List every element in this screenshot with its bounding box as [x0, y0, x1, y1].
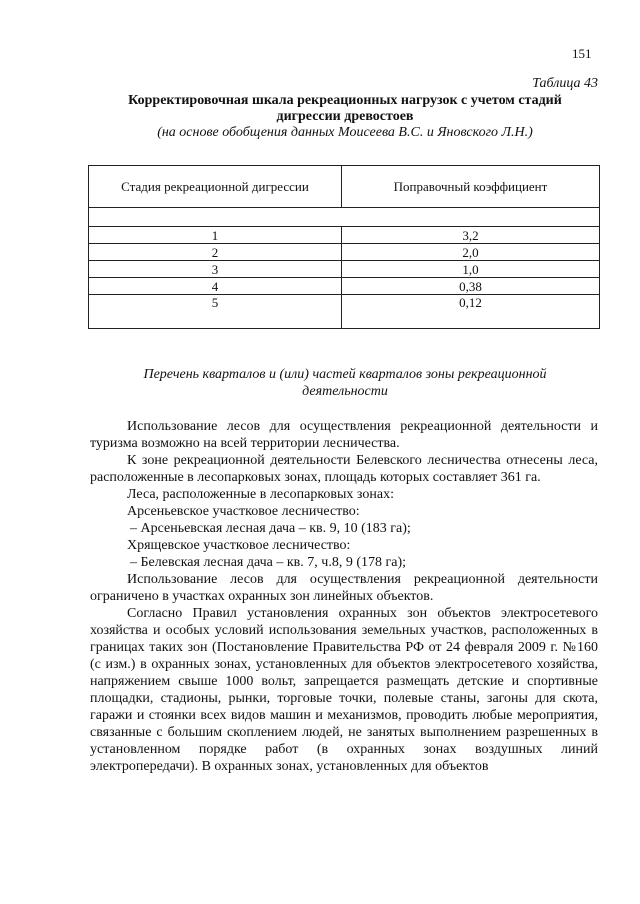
column-header-coefficient: Поправочный коэффициент [342, 166, 600, 208]
body-text [90, 418, 598, 775]
coefficient-cell: 0,12 [342, 295, 600, 329]
paragraph-khryashchevskoe: Хрящевское участковое лесничество: [127, 538, 351, 553]
table-row [89, 295, 600, 329]
table-label: Таблица 43 [532, 76, 598, 91]
page-number: 151 [572, 46, 592, 61]
paragraph-restriction: Использование лесов для осуществления рекреационной деятельности ограничено в участках охранных зон линейных объектов. [90, 572, 598, 604]
table-spacer-row [89, 208, 600, 227]
stage-cell: 3 [89, 261, 342, 278]
table-title-line-1: Корректировочная шкала рекреационных нагрузок с учетом стадий [128, 93, 562, 108]
coefficient-cell: 3,2 [342, 227, 600, 244]
stage-cell: 1 [89, 227, 342, 244]
table-spacer-cell [89, 208, 600, 227]
table-row [89, 261, 600, 278]
stage-cell: 4 [89, 278, 342, 295]
stage-cell: 2 [89, 244, 342, 261]
coefficient-cell: 2,0 [342, 244, 600, 261]
list-item: – Арсеньевская лесная дача – кв. 9, 10 (183 га); [130, 521, 411, 536]
stage-cell: 5 [89, 295, 342, 329]
table-row [89, 278, 600, 295]
table-subtitle: (на основе обобщения данных Моисеева В.С. и Яновского Л.Н.) [157, 125, 533, 140]
coefficient-cell: 1,0 [342, 261, 600, 278]
table-title-line-2: дигрессии древостоев [276, 109, 414, 124]
paragraph-protection-zones: Согласно Правил установления охранных зон объектов электросетевого хозяйства и особых условий использования земельных участков, расположенных в границах таких зон (Постановление Правительства РФ от 24 февраля 2009 г. №160 (с изм.) в охранных зонах, установленных для объектов электросетевого хозяйства, напряжением свыше 1000 вольт, запрещается размещать детские и спортивные площадки, стадионы, рынки, торговые точки, полевые станы, загоны для скота, гаражи и стоянки всех видов машин и механизмов, проводить любые мероприятия, связанные с большим скоплением людей, не занятых выполнением разрешенных в установленном порядке работ (в охранных зонах воздушных линий электропередачи). В охранных зонах, установленных для объектов [90, 606, 598, 774]
section-heading-line-2: деятельности [302, 384, 388, 399]
table-header-row [89, 166, 600, 208]
table-row [89, 244, 600, 261]
correction-table [88, 165, 600, 329]
table-title [90, 93, 600, 125]
section-heading-line-1: Перечень кварталов и (или) частей кварталов зоны рекреационной [143, 367, 547, 382]
paragraph-recreation-zone: К зоне рекреационной деятельности Белевского лесничества отнесены леса, расположенные в лесопарковых зонах, площадь которых составляет 361 га. [90, 453, 598, 485]
column-header-stage: Стадия рекреационной дигрессии [89, 166, 342, 208]
section-heading [90, 366, 600, 400]
paragraph-forest-park-intro: Леса, расположенные в лесопарковых зонах: [127, 487, 394, 502]
table-row [89, 227, 600, 244]
list-item: – Белевская лесная дача – кв. 7, ч.8, 9 (178 га); [130, 555, 407, 570]
coefficient-cell: 0,38 [342, 278, 600, 295]
paragraph-arsenyevskoe: Арсеньевское участковое лесничество: [127, 504, 360, 519]
paragraph-recreation-use: Использование лесов для осуществления рекреационной деятельности и туризма возможно на всей территории лесничества. [90, 419, 598, 451]
